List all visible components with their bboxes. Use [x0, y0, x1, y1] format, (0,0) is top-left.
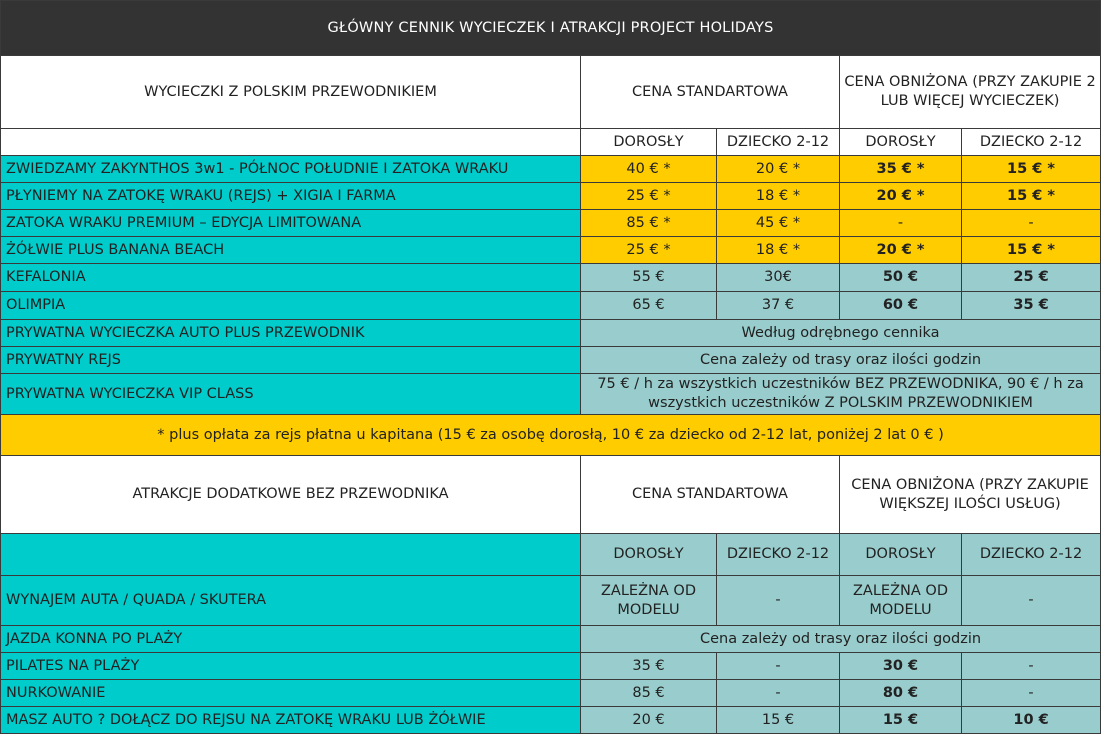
price-merged: 75 € / h za wszystkich uczestników BEZ PRZEWODNIKA, 90 € / h za wszystkich uczestników Z POLSKIM PRZEWODNIKIEM	[581, 374, 1101, 415]
table-row	[1, 653, 1101, 680]
price-std-adult: 40 € *	[581, 156, 717, 183]
page-title: GŁÓWNY CENNIK WYCIECZEK I ATRAKCJI PROJECT HOLIDAYS	[1, 1, 1101, 56]
table-row	[1, 156, 1101, 183]
price-merged: Cena zależy od trasy oraz ilości godzin	[581, 347, 1101, 374]
price-std-child: -	[717, 576, 840, 626]
attraction-name: JAZDA KONNA PO PLAŻY	[1, 626, 581, 653]
price-disc-adult: ZALEŻNA OD MODELU	[840, 576, 962, 626]
price-disc-adult: 60 €	[840, 292, 962, 320]
price-std-adult: 20 €	[581, 707, 717, 734]
table-row	[1, 320, 1101, 347]
tours-sub-disc-adult: DOROSŁY	[840, 129, 962, 156]
attraction-name: PILATES NA PLAŻY	[1, 653, 581, 680]
tours-header-name: WYCIECZKI Z POLSKIM PRZEWODNIKIEM	[1, 56, 581, 129]
price-std-adult: 85 € *	[581, 210, 717, 237]
attr-sub-disc-child: DZIECKO 2-12	[962, 534, 1101, 576]
price-std-adult: 65 €	[581, 292, 717, 320]
price-std-adult: 55 €	[581, 264, 717, 292]
tour-name: PRYWATNA WYCIECZKA AUTO PLUS PRZEWODNIK	[1, 320, 581, 347]
price-std-child: -	[717, 653, 840, 680]
tour-name: PRYWATNY REJS	[1, 347, 581, 374]
price-disc-child: 10 €	[962, 707, 1101, 734]
price-disc-adult: 20 € *	[840, 183, 962, 210]
price-disc-adult: 35 € *	[840, 156, 962, 183]
table-row	[1, 347, 1101, 374]
price-disc-child: -	[962, 576, 1101, 626]
price-disc-adult: -	[840, 210, 962, 237]
attractions-header-discount: CENA OBNIŻONA (PRZY ZAKUPIE WIĘKSZEJ ILOŚCI USŁUG)	[840, 456, 1101, 534]
price-disc-adult: 15 €	[840, 707, 962, 734]
price-disc-child: -	[962, 653, 1101, 680]
price-disc-child: -	[962, 680, 1101, 707]
table-row	[1, 210, 1101, 237]
price-std-adult: 85 €	[581, 680, 717, 707]
price-disc-adult: 80 €	[840, 680, 962, 707]
price-std-child: 45 € *	[717, 210, 840, 237]
table-row	[1, 374, 1101, 415]
attraction-name: NURKOWANIE	[1, 680, 581, 707]
price-disc-adult: 20 € *	[840, 237, 962, 264]
price-std-child: -	[717, 680, 840, 707]
price-std-child: 20 € *	[717, 156, 840, 183]
table-row	[1, 626, 1101, 653]
attr-sub-std-child: DZIECKO 2-12	[717, 534, 840, 576]
attractions-header-standard: CENA STANDARTOWA	[581, 456, 840, 534]
tours-sub-std-adult: DOROSŁY	[581, 129, 717, 156]
attraction-name: MASZ AUTO ? DOŁĄCZ DO REJSU NA ZATOKĘ WRAKU LUB ŻÓŁWIE	[1, 707, 581, 734]
price-disc-child: 25 €	[962, 264, 1101, 292]
price-std-adult: 35 €	[581, 653, 717, 680]
tours-subheader-blank	[1, 129, 581, 156]
price-std-child: 18 € *	[717, 183, 840, 210]
table-row	[1, 292, 1101, 320]
ferry-fee-note: * plus opłata za rejs płatna u kapitana (15 € za osobę dorosłą, 10 € za dziecko od 2-12 lat, poniżej 2 lat 0 € )	[1, 415, 1101, 456]
table-row	[1, 237, 1101, 264]
table-row	[1, 264, 1101, 292]
tours-header-discount: CENA OBNIŻONA (PRZY ZAKUPIE 2 LUB WIĘCEJ WYCIECZEK)	[840, 56, 1101, 129]
table-row	[1, 680, 1101, 707]
price-std-child: 30€	[717, 264, 840, 292]
tour-name: PRYWATNA WYCIECZKA VIP CLASS	[1, 374, 581, 415]
attractions-header-name: ATRAKCJE DODATKOWE BEZ PRZEWODNIKA	[1, 456, 581, 534]
table-row	[1, 707, 1101, 734]
tour-name: KEFALONIA	[1, 264, 581, 292]
table-row	[1, 576, 1101, 626]
price-disc-child: 35 €	[962, 292, 1101, 320]
price-disc-child: 15 € *	[962, 156, 1101, 183]
tour-name: ŻÓŁWIE PLUS BANANA BEACH	[1, 237, 581, 264]
price-disc-adult: 50 €	[840, 264, 962, 292]
price-std-child: 15 €	[717, 707, 840, 734]
tour-name: ZWIEDZAMY ZAKYNTHOS 3w1 - PÓŁNOC POŁUDNIE I ZATOKA WRAKU	[1, 156, 581, 183]
attr-sub-disc-adult: DOROSŁY	[840, 534, 962, 576]
price-std-adult: 25 € *	[581, 237, 717, 264]
price-merged: Cena zależy od trasy oraz ilości godzin	[581, 626, 1101, 653]
price-std-adult: 25 € *	[581, 183, 717, 210]
price-disc-child: 15 € *	[962, 237, 1101, 264]
price-std-child: 18 € *	[717, 237, 840, 264]
tour-name: OLIMPIA	[1, 292, 581, 320]
tour-name: ZATOKA WRAKU PREMIUM – EDYCJA LIMITOWANA	[1, 210, 581, 237]
attraction-name: WYNAJEM AUTA / QUADA / SKUTERA	[1, 576, 581, 626]
table-row	[1, 183, 1101, 210]
price-merged: Według odrębnego cennika	[581, 320, 1101, 347]
price-std-child: 37 €	[717, 292, 840, 320]
attractions-subheader-blank	[1, 534, 581, 576]
price-std-adult: ZALEŻNA OD MODELU	[581, 576, 717, 626]
tours-sub-disc-child: DZIECKO 2-12	[962, 129, 1101, 156]
tour-name: PŁYNIEMY NA ZATOKĘ WRAKU (REJS) + XIGIA I FARMA	[1, 183, 581, 210]
price-disc-child: 15 € *	[962, 183, 1101, 210]
tours-sub-std-child: DZIECKO 2-12	[717, 129, 840, 156]
price-disc-adult: 30 €	[840, 653, 962, 680]
attr-sub-std-adult: DOROSŁY	[581, 534, 717, 576]
tours-header-standard: CENA STANDARTOWA	[581, 56, 840, 129]
price-disc-child: -	[962, 210, 1101, 237]
